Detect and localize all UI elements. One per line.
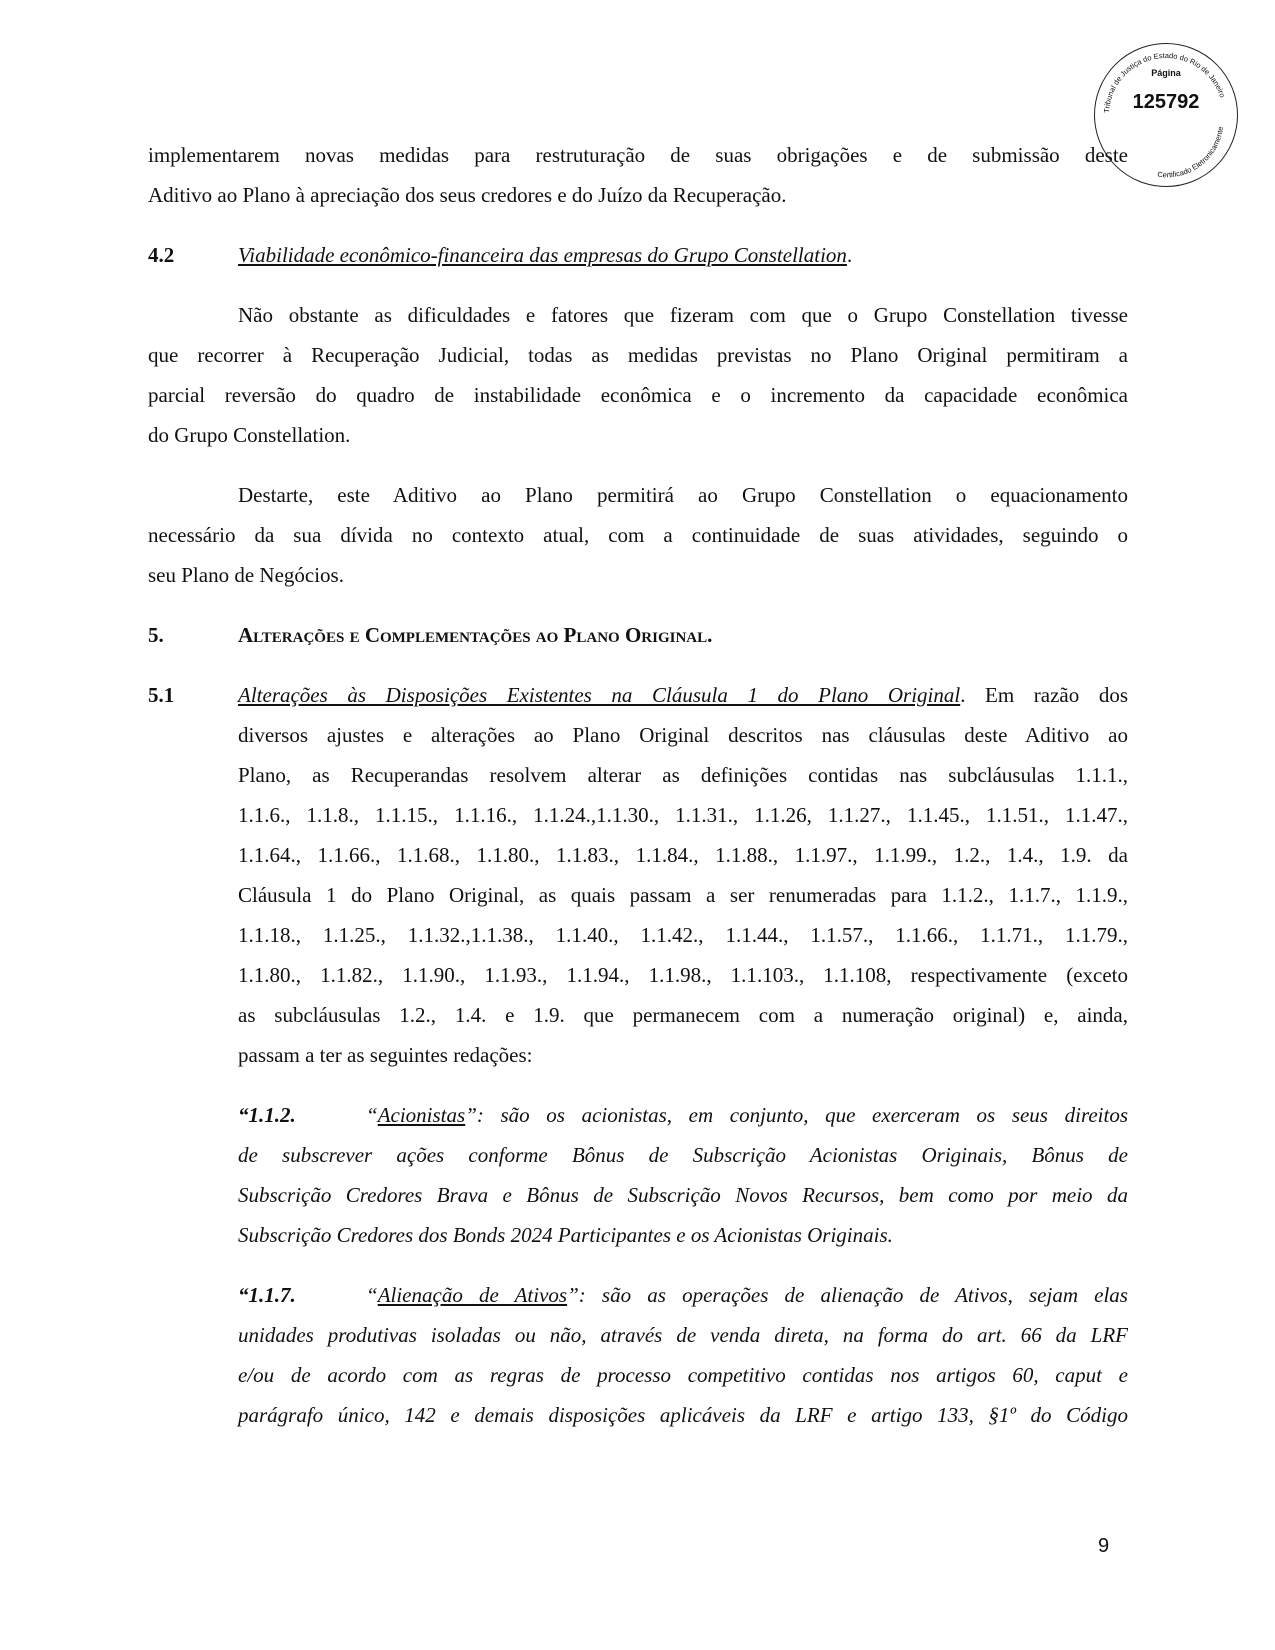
stamp-court-name: Tribunal de Justiça do Estado do Rio de Janeiro: [1102, 50, 1228, 114]
paragraph-line: 1.1.18., 1.1.25., 1.1.32.,1.1.38., 1.1.40., 1.1.42., 1.1.44., 1.1.57., 1.1.66., 1.1.71., 1.1.79.,: [238, 923, 1128, 947]
definition-line: unidades produtivas isoladas ou não, através de venda direta, na forma do art. 66 da LRF: [238, 1323, 1128, 1347]
section-title: Viabilidade econômico-financeira das empresas do Grupo Constellation: [238, 243, 847, 267]
definition-heading: “Alienação de Ativos”: são as operações de alienação de Ativos, sejam elas: [366, 1283, 1128, 1307]
definition-heading: “Acionistas”: são os acionistas, em conjunto, que exerceram os seus direitos: [366, 1103, 1128, 1127]
definition-number: “1.1.7.: [238, 1283, 296, 1307]
section-title-end: .: [846, 243, 853, 267]
section-number: 5.: [148, 623, 164, 647]
definition-line: parágrafo único, 142 e demais disposições aplicáveis da LRF e artigo 133, §1º do Código: [238, 1403, 1128, 1427]
section-number: 5.1: [148, 683, 175, 707]
section-heading: [238, 241, 1128, 269]
paragraph-line: parcial reversão do quadro de instabilidade econômica e o incremento da capacidade econômica: [148, 383, 1128, 407]
paragraph-line: 1.1.80., 1.1.82., 1.1.90., 1.1.93., 1.1.94., 1.1.98., 1.1.103., 1.1.108, respectivamente (exceto: [238, 963, 1128, 987]
paragraph-line: as subcláusulas 1.2., 1.4. e 1.9. que permanecem com a numeração original) e, ainda,: [238, 1003, 1128, 1027]
paragraph-line: Plano, as Recuperandas resolvem alterar as definições contidas nas subcláusulas 1.1.1.,: [238, 763, 1128, 787]
section-title: Alterações às Disposições Existentes na Cláusula 1 do Plano Original: [238, 683, 961, 707]
paragraph-line: que recorrer à Recuperação Judicial, todas as medidas previstas no Plano Original permitiram a: [148, 343, 1128, 367]
section-title-continuation: . Em razão dos: [960, 683, 1128, 707]
paragraph-line: Não obstante as dificuldades e fatores que fizeram com que o Grupo Constellation tivesse: [238, 303, 1128, 327]
paragraph-line: seu Plano de Negócios.: [148, 563, 344, 587]
paragraph-line: 1.1.6., 1.1.8., 1.1.15., 1.1.16., 1.1.24.,1.1.30., 1.1.31., 1.1.26, 1.1.27., 1.1.45., 1.1.51., 1.1.47.,: [238, 803, 1128, 827]
definition-line: de subscrever ações conforme Bônus de Subscrição Acionistas Originais, Bônus de: [238, 1143, 1128, 1167]
stamp-page-number: 125792: [1132, 91, 1200, 113]
definition-term: Alienação de Ativos: [377, 1283, 568, 1307]
section-number: 4.2: [148, 243, 175, 267]
stamp-page-label: Página: [1151, 68, 1181, 78]
paragraph-line: Aditivo ao Plano à apreciação dos seus credores e do Juízo da Recuperação.: [148, 183, 787, 207]
definition-number: “1.1.2.: [238, 1103, 296, 1127]
paragraph-line: 1.1.64., 1.1.66., 1.1.68., 1.1.80., 1.1.83., 1.1.84., 1.1.88., 1.1.97., 1.1.99., 1.2., 1.4., 1.9. da: [238, 843, 1128, 867]
section-heading: [238, 681, 1128, 709]
definition-term: Acionistas: [377, 1103, 466, 1127]
paragraph-line: diversos ajustes e alterações ao Plano Original descritos nas cláusulas deste Aditivo ao: [238, 723, 1128, 747]
paragraph-line: implementarem novas medidas para restruturação de suas obrigações e de submissão deste: [148, 143, 1128, 167]
paragraph-line: Cláusula 1 do Plano Original, as quais passam a ser renumeradas para 1.1.2., 1.1.7., 1.1.9.,: [238, 883, 1128, 907]
page-number: 9: [1098, 1535, 1110, 1557]
stamp-certified: Certificado Eletronicamente: [1156, 125, 1226, 180]
paragraph-line: Destarte, este Aditivo ao Plano permitirá ao Grupo Constellation o equacionamento: [238, 483, 1128, 507]
section-title: Alterações e Complementações ao Plano Original.: [238, 623, 713, 647]
paragraph-line: necessário da sua dívida no contexto atual, com a continuidade de suas atividades, seguindo o: [148, 523, 1128, 547]
definition-line: Subscrição Credores Brava e Bônus de Subscrição Novos Recursos, bem como por meio da: [238, 1183, 1128, 1207]
definition-line: e/ou de acordo com as regras de processo competitivo contidas nos artigos 60, caput e: [238, 1363, 1128, 1387]
paragraph-line: passam a ter as seguintes redações:: [238, 1043, 533, 1067]
definition-line: Subscrição Credores dos Bonds 2024 Participantes e os Acionistas Originais.: [238, 1223, 893, 1247]
paragraph-line: do Grupo Constellation.: [148, 423, 351, 447]
